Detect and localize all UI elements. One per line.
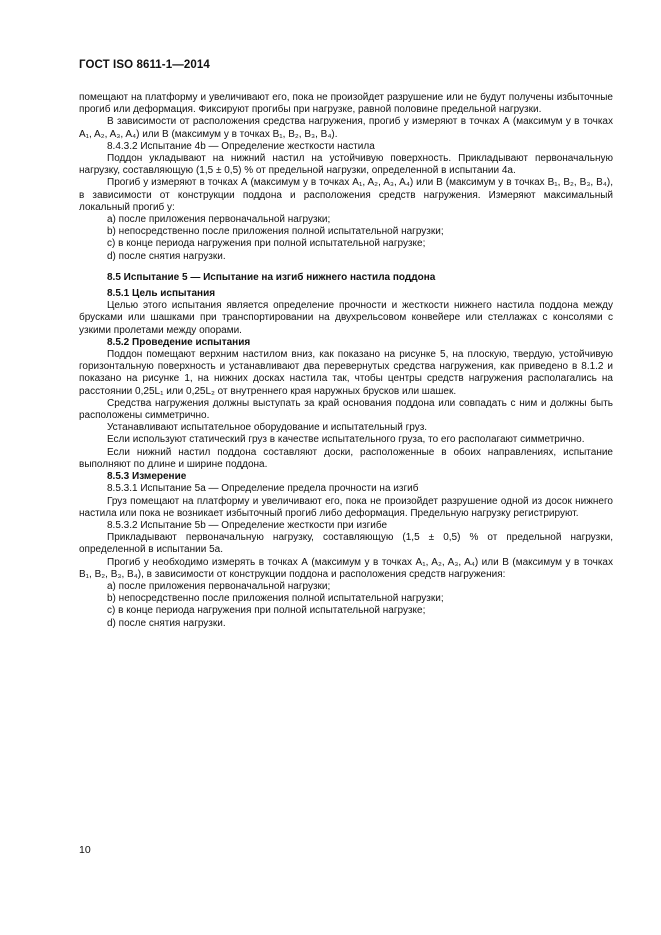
paragraph: Прикладывают первоначальную нагрузку, составляющую (1,5 ± 0,5) % от предельной нагрузки, определенной в испытании 5а. — [79, 532, 613, 556]
paragraph: Груз помещают на платформу и увеличивают его, пока не произойдет разрушение одной из досок нижнего настила или пока не возникает избыточный прогиб либо деформация. Предельную нагрузку регистрируют. — [79, 495, 613, 519]
paragraph: Поддон укладывают на нижний настил на устойчивую поверхность. Прикладывают первоначальную нагрузку, составляющую (1,5 ± 0,5) % от предельной нагрузки, определенной в испытании 4а. — [79, 153, 613, 177]
paragraph: Средства нагружения должны выступать за край основания поддона или совпадать с ним и должны быть расположены симметрично. — [79, 397, 613, 422]
paragraph: помещают на платформу и увеличивают его, пока не произойдет разрушение или не будут получены избыточные прогиб или деформация. Фиксируют прогибы при нагрузке, равной половине предельной нагрузки. — [79, 92, 613, 116]
subsection-heading: 8.5.3 Измерение — [107, 471, 187, 483]
paragraph: В зависимости от расположения средства нагружения, прогиб y измеряют в точках А (максимум y в точках A₁, A₂, A₃, A₄) или В (максимум y в точках B₁, B₂, B₃, B₄). — [79, 116, 613, 140]
paragraph: Целью этого испытания является определение прочности и жесткости нижнего настила поддона между брусками или шашками при транспортировании на двухрельсовом конвейере или стеллажах с консолями с узкими пролетами между опорами. — [79, 300, 613, 336]
subclause-heading: 8.5.3.1 Испытание 5а — Определение предела прочности на изгиб — [107, 483, 419, 495]
paragraph: Если нижний настил поддона составляют доски, расположенные в обоих направлениях, испытание выполняют по длине и ширине поддона. — [79, 446, 613, 470]
list-item: c) в конце периода нагружения при полной испытательной нагрузке; — [107, 605, 426, 617]
subclause-heading: 8.5.3.2 Испытание 5b — Определение жесткости при изгибе — [107, 519, 388, 531]
document-header: ГОСТ ISO 8611-1—2014 — [79, 59, 210, 71]
section-heading: 8.5 Испытание 5 — Испытание на изгиб нижнего настила поддона — [107, 271, 436, 283]
paragraph: Поддон помещают верхним настилом вниз, как показано на рисунке 5, на плоскую, твердую, устойчивую горизонтальную поверхность и устанавливают два перевернутых средства нагружения, как приведено в 8.1.2 и показано на рисунке 1, на нижних досках настила так, чтобы центры средств нагружения располагались на расстоянии 0,25L₁ или 0,25L₂ от внутреннего края наружных брусков или шашек. — [79, 349, 613, 397]
page-number: 10 — [79, 844, 91, 856]
list-item: b) непосредственно после приложения полной испытательной нагрузки; — [107, 593, 444, 605]
list-item: b) непосредственно после приложения полной испытательной нагрузки; — [107, 226, 444, 238]
list-item: d) после снятия нагрузки. — [107, 250, 226, 262]
paragraph: Прогиб y измеряют в точках А (максимум y в точках A₁, A₂, A₃, A₄) или В (максимум y в точках B₁, B₂, B₃, B₄), в зависимости от конструкции поддона и расположения средств нагружения. Измеряют максимальный локальный прогиб y: — [79, 177, 613, 213]
paragraph: Прогиб y необходимо измерять в точках А (максимум y в точках A₁, A₂, A₃, A₄) или В (максимум y в точках B₁, B₂, B₃, B₄), в зависимости от конструкции поддона и расположения средств нагружения: — [79, 556, 613, 580]
list-item: a) после приложения первоначальной нагрузки; — [107, 580, 331, 592]
subsection-heading: 8.5.2 Проведение испытания — [107, 336, 251, 348]
paragraph: Устанавливают испытательное оборудование и испытательный груз. — [107, 422, 428, 434]
subsection-heading: 8.5.1 Цель испытания — [107, 288, 216, 300]
paragraph: Если используют статический груз в качестве испытательного груза, то его располагают симметрично. — [107, 434, 585, 446]
list-item: c) в конце периода нагружения при полной испытательной нагрузке; — [107, 238, 426, 250]
subclause-heading: 8.4.3.2 Испытание 4b — Определение жесткости настила — [107, 140, 375, 152]
document-body — [79, 92, 613, 630]
list-item: a) после приложения первоначальной нагрузки; — [107, 214, 331, 226]
list-item: d) после снятия нагрузки. — [107, 617, 226, 629]
